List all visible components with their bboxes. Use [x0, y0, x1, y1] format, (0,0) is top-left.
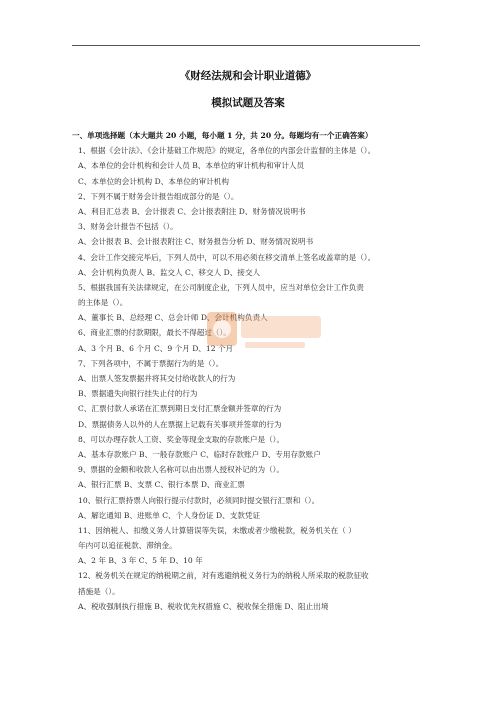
- question-3-options: A、会计报表 B、会计报表附注 C、财务报告分析 D、财务情况说明书: [78, 237, 314, 247]
- section-heading: 一、单项选择题（本大题共 20 小题，每小题 1 分，共 20 分。每题均有一个正确答案）: [72, 131, 373, 140]
- question-5-line-2: 的主体是（）。: [78, 298, 128, 308]
- question-7-option-d: D、票据债务人以外的人在票据上记载有关事项并签章的行为: [78, 419, 282, 429]
- document-title: 《财经法规和会计职业道德》: [179, 70, 317, 82]
- question-7-option-b: B、票据遗失向银行挂失止付的行为: [78, 389, 198, 399]
- question-10-options: A、解讫通知 B、进账单 C、个人身份证 D、支款凭证: [78, 510, 261, 520]
- question-6: 6、商业汇票的付款期限，最长不得超过（）。: [78, 328, 231, 338]
- question-8-options: A、基本存款账户 B、一般存款账户 C、临时存款账户 D、专用存款账户: [78, 449, 321, 459]
- question-2: 2、下列不属于财务会计报告组成部分的是（）。: [78, 191, 239, 201]
- question-8: 8、可以办理存款人工资、奖金等现金支取的存款账户是（）。: [78, 434, 285, 444]
- question-11-options: A、2 年 B、3 年 C、5 年 D、10 年: [78, 556, 203, 566]
- question-3: 3、财务会计报告不包括（）。: [78, 222, 178, 232]
- question-1-options-ab: A、本单位的会计机构和会计人员 B、本单位的审计机构和审计人员: [78, 161, 305, 171]
- question-1-options-cd: C、本单位的会计机构 D、本单位的审计机构: [78, 176, 229, 186]
- question-12-line-1: 12、税务机关在规定的纳税期之前，对有逃避纳税义务行为的纳税人所采取的税款征收: [78, 571, 369, 581]
- question-7-option-a: A、出票人签发票据并将其交付给收款人的行为: [78, 374, 236, 383]
- question-11-line-2: 年内可以追征税款、滞纳金。: [78, 541, 177, 551]
- question-12-line-2: 措施是（）。: [78, 586, 120, 596]
- question-11-line-1: 11、因纳税人、扣缴义务人计算错误等失误，未缴或者少缴税款，税务机关在（ ）: [78, 525, 356, 535]
- question-5-options: A、董事长 B、总经理 C、总会计师 D、会计机构负责人: [78, 313, 268, 323]
- question-9: 9、票据的金额和收款人名称可以由出票人授权补记的为（）。: [78, 465, 285, 475]
- document-subtitle: 模拟试题及答案: [211, 97, 285, 109]
- question-12-options: A、税收强制执行措施 B、税收优先权措施 C、税收保全措施 D、阻止出境: [78, 601, 329, 611]
- question-4-options: A、会计机构负责人 B、监交人 C、移交人 D、接交人: [78, 267, 261, 277]
- question-list: [72, 128, 426, 614]
- question-1: 1、根据《会计法》、《会计基础工作规范》的规定，各单位的内部会计监督的主体是（）。: [78, 146, 376, 156]
- header-rule: [72, 45, 420, 46]
- question-10: 10、银行汇票持票人向银行提示付款时，必须同时提交银行汇票和（）。: [78, 495, 320, 505]
- question-7-option-c: C、汇票付款人承诺在汇票到期日支付汇票金额并签章的行为: [78, 404, 282, 414]
- question-6-options: A、3 个月 B、6 个月 C、9 个月 D、12 个月: [78, 343, 234, 353]
- question-2-options: A、利目汇总表 B、会计报表 C、会计报表附注 D、财务情况说明书: [78, 206, 306, 216]
- question-9-options: A、银行汇票 B、支票 C、银行本票 D、商业汇票: [78, 480, 245, 490]
- question-4: 4、会计工作交接完毕后，下列人员中，可以不用必须在移交清单上签名或盖章的是（）。: [78, 252, 376, 262]
- question-5-line-1: 5、根据我国有关法律规定，在公司制度企业，下列人员中，应当对单位会计工作负责: [78, 282, 364, 292]
- question-7: 7、下列各项中，不属于票据行为的是（）。: [78, 358, 224, 368]
